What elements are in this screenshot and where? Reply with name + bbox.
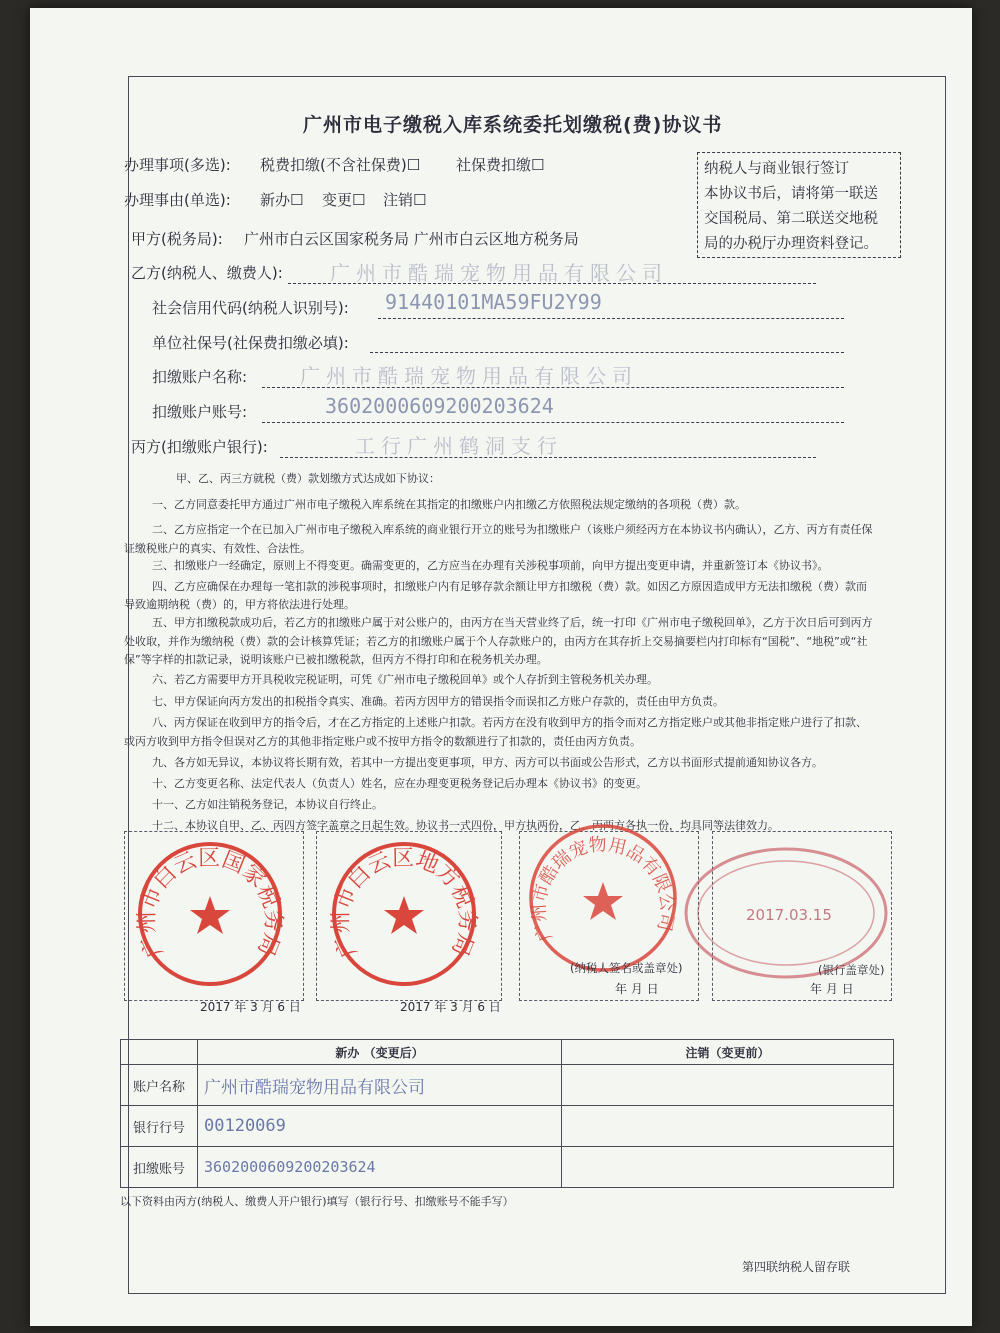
clause-item: 七、甲方保证向丙方发出的扣税指令真实、准确。若丙方因甲方的错误指令而误扣乙方账户存款的，责任由甲方负责。 — [152, 695, 724, 708]
credit-code-label: 社会信用代码(纳税人识别号): — [152, 299, 349, 317]
clause-item: 十一、乙方如注销税务登记，本协议自行终止。 — [152, 798, 383, 811]
account-no-old-value[interactable] — [562, 1147, 894, 1188]
taxpayer-caption: (纳税人签名或盖章处) — [570, 961, 683, 975]
reason-label: 办理事由(单选): — [124, 191, 231, 209]
notice-box — [697, 152, 901, 258]
table-header-row — [121, 1040, 894, 1065]
clause-item: 四、乙方应确保在办理每一笔扣款的涉税事项时，扣缴账户内有足够存款余额让甲方扣缴税（费）款。如因乙方原因造成甲方无法扣缴税（费）款而 — [152, 580, 867, 593]
clause-item: 二、乙方应指定一个在已加入广州市电子缴税入库系统的商业银行开立的账号为扣缴账户（该账户须经丙方在本协议书内确认），乙方、丙方有责任保 — [152, 523, 873, 536]
clause-item: 导致逾期纳税（费）的，甲方将依法进行处理。 — [124, 598, 355, 611]
credit-code-handwriting[interactable]: 91440101MA59FU2Y99 — [385, 290, 602, 314]
social-security-line — [370, 352, 844, 353]
clause-item: 十二、本协议自甲、乙、丙四方签字盖章之日起生效。协议书一式四份，甲方执两份，乙、丙两方各执一份，均具同等法律效力。 — [152, 819, 779, 832]
table-row — [121, 1147, 894, 1188]
reason-option-new[interactable]: 新办☐ — [260, 191, 304, 209]
table-corner-cell — [121, 1040, 198, 1065]
account-number-line — [262, 422, 844, 423]
clause-item: 证缴税账户的真实、有效性、合法性。 — [124, 542, 311, 555]
table-row — [121, 1106, 894, 1147]
seal-text: 广州市酷瑞宠物用品有限公司 — [528, 834, 678, 945]
party-c-handwriting[interactable]: 工行广州鹤洞支行 — [355, 434, 563, 458]
account-no-row-label: 扣缴账号 — [121, 1147, 198, 1188]
bank-code-new-value[interactable]: 00120069 — [198, 1106, 562, 1147]
document-title: 广州市电子缴税入库系统委托划缴税(费)协议书 — [303, 114, 723, 136]
party-a-value: 广州市白云区国家税务局 广州市白云区地方税务局 — [244, 230, 579, 248]
clause-item: 处收取，并作为缴纳税（费）款的会计核算凭证；若乙方的扣缴账户属于个人存款账户的，由丙方在其存折上交易摘要栏内打印标有“国税”、“地税”或“社 — [124, 635, 868, 648]
clause-item: 八、丙方保证在收到甲方的指令后，才在乙方指定的上述账户扣款。若丙方在没有收到甲方的指令而对乙方指定账户或其他非指定账户进行了扣款、 — [152, 716, 867, 729]
notice-line: 本协议书后，请将第一联送 — [704, 186, 878, 202]
clause-item: 六、若乙方需要甲方开具税收完税证明，可凭《广州市电子缴税回单》或个人存折到主管税务机关办理。 — [152, 673, 658, 686]
clause-item: 十、乙方变更名称、法定代表人（负责人）姓名，应在办理变更税务登记后办理本《协议书》的变更。 — [152, 777, 647, 790]
clause-item: 五、甲方扣缴税款成功后，若乙方的扣缴账户属于对公账户的，由丙方在当天营业终了后，统一打印《广州市电子缴税回单》，乙方于次日后可到丙方 — [152, 616, 873, 629]
account-name-row-label: 账户名称 — [121, 1065, 198, 1106]
account-no-new-value[interactable]: 3602000609200203624 — [198, 1147, 562, 1188]
matter-option-social[interactable]: 社保费扣缴☐ — [456, 156, 545, 174]
account-number-handwriting[interactable]: 3602000609200203624 — [325, 394, 554, 418]
matter-label: 办理事项(多选): — [124, 156, 231, 174]
bank-fill-footnote: 以下资料由丙方(纳税人、缴费人开户银行)填写（银行行号、扣缴账号不能手写） — [120, 1195, 514, 1208]
party-a-label: 甲方(税务局): — [131, 230, 223, 248]
social-security-label: 单位社保号(社保费扣缴必填): — [152, 334, 349, 352]
account-number-label: 扣缴账户账号: — [152, 403, 248, 421]
seal-text: 广州市白云区国家税务局 — [134, 845, 286, 962]
account-name-label: 扣缴账户名称: — [152, 368, 248, 386]
national-tax-seal-icon — [134, 838, 286, 990]
clause-item: 三、扣缴账户一经确定，原则上不得变更。确需变更的，乙方应当在办理有关涉税事项前，向甲方提出变更申请，并重新签订本《协议书》。 — [152, 559, 829, 572]
account-name-old-value[interactable] — [562, 1065, 894, 1106]
account-table — [120, 1039, 894, 1188]
party-b-label: 乙方(纳税人、缴费人): — [131, 264, 283, 282]
notice-line: 局的办税厅办理资料登记。 — [704, 236, 878, 252]
reason-option-change[interactable]: 变更☐ — [322, 191, 366, 209]
new-header: 新办 （变更后） — [198, 1040, 562, 1065]
seal-text: 广州市白云区地方税务局 — [328, 845, 480, 962]
account-name-new-value[interactable]: 广州市酷瑞宠物用品有限公司 — [198, 1065, 562, 1106]
clause-item: 一、乙方同意委托甲方通过广州市电子缴税入库系统在其指定的扣缴账户内扣缴乙方依照税法规定缴纳的各项税（费）款。 — [152, 498, 746, 511]
table-row — [121, 1065, 894, 1106]
account-name-handwriting[interactable]: 广州市酷瑞宠物用品有限公司 — [300, 364, 638, 388]
party-c-label: 丙方(扣缴账户银行): — [131, 438, 268, 456]
notice-line: 纳税人与商业银行签订 — [704, 161, 849, 177]
company-seal-icon — [525, 820, 681, 976]
bank-code-row-label: 银行行号 — [121, 1106, 198, 1147]
sign-date-national: 2017 年 3 月 6 日 — [200, 1000, 301, 1014]
bank-caption: (银行盖章处) — [818, 963, 885, 977]
clause-item: 或丙方收到甲方指令但误对乙方的其他非指定账户或不按甲方指令的数额进行了扣款的，责任由丙方负责。 — [124, 735, 641, 748]
sign-date-taxpayer: 年 月 日 — [615, 982, 659, 996]
clause-intro: 甲、乙、丙三方就税（费）款划缴方式达成如下协议： — [176, 472, 440, 485]
cancel-header: 注销（变更前） — [562, 1040, 894, 1065]
sign-date-bank: 年 月 日 — [810, 982, 854, 996]
matter-option-tax[interactable]: 税费扣缴(不含社保费)☐ — [260, 156, 421, 174]
copy-designation: 第四联纳税人留存联 — [742, 1260, 851, 1274]
sign-date-local: 2017 年 3 月 6 日 — [400, 1000, 501, 1014]
clause-item: 九、各方如无异议，本协议将长期有效，若其中一方提出变更事项，甲方、丙方可以书面或公告形式，乙方以书面形式提前通知协议各方。 — [152, 756, 823, 769]
reason-option-cancel[interactable]: 注销☐ — [383, 191, 427, 209]
credit-code-line — [378, 318, 844, 319]
local-tax-seal-icon — [328, 838, 480, 990]
bank-code-old-value[interactable] — [562, 1106, 894, 1147]
clause-item: 保”等字样的扣款记录，说明该账户已被扣缴税款，但丙方不得打印和在税务机关办理。 — [124, 653, 548, 666]
party-b-handwriting[interactable]: 广州市酷瑞宠物用品有限公司 — [330, 261, 668, 285]
notice-line: 交国税局、第二联送交地税 — [704, 211, 878, 227]
bank-seal-date: 2017.03.15 — [746, 906, 832, 924]
